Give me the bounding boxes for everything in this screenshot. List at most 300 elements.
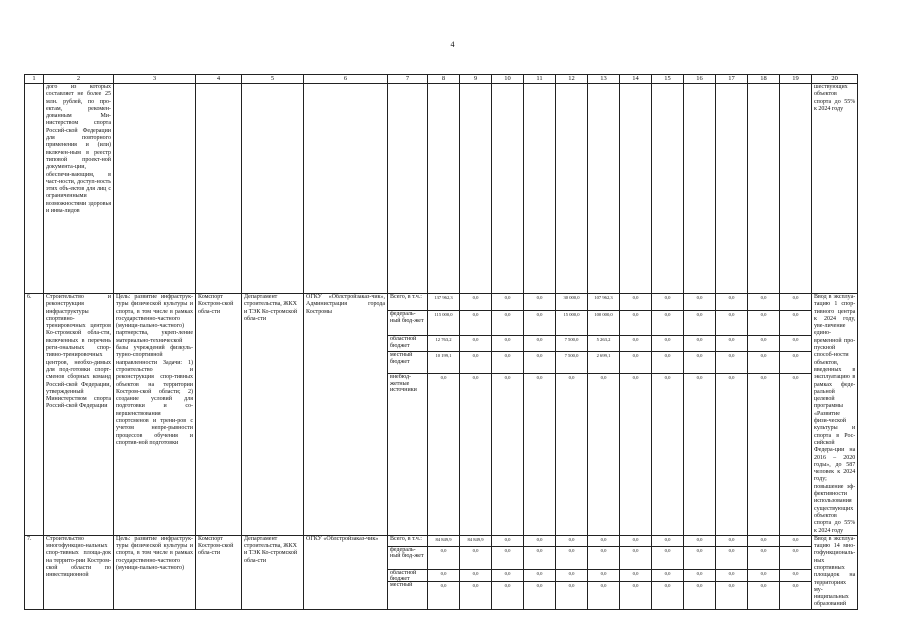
- funding-source-row: [388, 336, 427, 352]
- funding-value: 0,0: [792, 547, 799, 553]
- cell-num: 7.: [25, 535, 44, 609]
- funding-source-label: Всего, в т.ч.:: [390, 294, 422, 300]
- column-number-header: 11: [524, 75, 556, 84]
- cell-value-col18: [748, 535, 780, 609]
- funding-value-row: [652, 570, 683, 582]
- funding-value: 0,0: [696, 353, 703, 358]
- column-number-header: 19: [780, 75, 812, 84]
- funding-value-row: [780, 582, 811, 605]
- funding-value: 0,0: [600, 582, 607, 588]
- funding-value-row: [460, 311, 491, 336]
- funding-value-row: [428, 336, 459, 352]
- funding-value-row: [684, 336, 715, 352]
- funding-source-label: федераль-ный бюд-жет: [390, 311, 424, 324]
- cell-value-col17: [716, 294, 748, 536]
- funding-value-row: [780, 570, 811, 582]
- funding-value-row: [588, 352, 619, 374]
- funding-value: 30 000,0: [563, 295, 580, 300]
- funding-value: 0,0: [472, 337, 479, 342]
- funding-value-row: [492, 352, 523, 374]
- funding-value: 0,0: [632, 536, 639, 542]
- column-number-header: 3: [114, 75, 196, 84]
- funding-value: 0,0: [696, 375, 703, 380]
- cell-goal-tasks: Цель: развитие инфраструк-туры физической культуры и спорта, в том числе в рамках государственно-частного (муници-пально-частного) партнерства, укреп-ление материально-технической базы учреждений физкуль-турно-спортивной направленности Задачи: 1) строительство и реконструкция спор-тивных объектов на территории Костром-ской области; 2) создание условий для подготовки и со-вершенствования спортсменов и трени-ров с учетом непре-рывности процессов обучения и спортив-ной подготовки: [114, 294, 196, 536]
- funding-value-row: [428, 294, 459, 311]
- funding-value-row: [524, 294, 555, 311]
- funding-value: 2 699,1: [596, 353, 611, 358]
- funding-value-row: [652, 582, 683, 605]
- funding-value-row: [524, 311, 555, 336]
- funding-value: 0,0: [568, 375, 575, 380]
- cell-result: шествующих объектов спорта до 55% к 2024 году: [812, 84, 858, 294]
- funding-value: 0,0: [664, 547, 671, 553]
- funding-value: 0,0: [664, 353, 671, 358]
- funding-value-row: [460, 336, 491, 352]
- cell-event-name: Строительство и реконструкция инфраструктуры спортивно-тренировочных центров Ко-стромской обла-сти, включенных в перечень реги-ональных спор-тивно-тренировочных центров, необхо-димых для под-готовки спорт-сменов сборных команд Россий-ской Федерации, утвержденный Министерством спорта Россий-ской Федерации: [44, 294, 114, 536]
- funding-value-row: [780, 336, 811, 352]
- funding-source-row: [388, 570, 427, 582]
- funding-value-row: [652, 536, 683, 547]
- funding-value: 0,0: [792, 536, 799, 542]
- column-number-header: 18: [748, 75, 780, 84]
- funding-value: 0,0: [664, 312, 671, 317]
- funding-value-row: [524, 547, 555, 570]
- funding-value: 0,0: [536, 536, 543, 542]
- cell-value-col8: [428, 535, 460, 609]
- funding-value: 115 000,0: [434, 312, 453, 317]
- funding-value-row: [588, 570, 619, 582]
- funding-value-row: [524, 374, 555, 531]
- funding-source-row: [388, 294, 427, 311]
- funding-value-row: [684, 536, 715, 547]
- funding-value-row: [428, 570, 459, 582]
- funding-value: 10 199,1: [435, 353, 452, 358]
- column-number-header: 9: [460, 75, 492, 84]
- funding-value: 0,0: [568, 570, 575, 576]
- funding-value: 0,0: [696, 337, 703, 342]
- funding-value-row: [716, 570, 747, 582]
- funding-value-row: [428, 536, 459, 547]
- cell-value-col8: [428, 294, 460, 536]
- funding-value-row: [748, 547, 779, 570]
- cell-num: [25, 84, 44, 294]
- funding-value-row: [556, 536, 587, 547]
- funding-value: 0,0: [792, 295, 799, 300]
- cell-event-name: Строительство многофункцио-нальных спор-тивных площа-док на террито-рии Костром-ской области по инвестиционной: [44, 535, 114, 609]
- funding-source-label: Всего, в т.ч.:: [390, 535, 422, 542]
- funding-source-row: [388, 582, 427, 605]
- funding-value-row: [716, 336, 747, 352]
- funding-value: 0,0: [600, 547, 607, 553]
- funding-value: 0,0: [728, 312, 735, 317]
- funding-value: 0,0: [536, 547, 543, 553]
- funding-value-row: [556, 570, 587, 582]
- funding-value: 0,0: [568, 536, 575, 542]
- funding-source-row: [388, 547, 427, 570]
- funding-value-row: [780, 311, 811, 336]
- funding-value: 0,0: [632, 375, 639, 380]
- funding-value: 0,0: [696, 570, 703, 576]
- funding-value-row: [716, 536, 747, 547]
- cell-goal-tasks: Цель: развитие инфраструк-туры физической культуры и спорта, в том числе в рамках государственно-частного (муници-пально-частного): [114, 535, 196, 609]
- funding-value: 0,0: [664, 337, 671, 342]
- funding-value: 0,0: [728, 353, 735, 358]
- funding-value: 0,0: [728, 582, 735, 588]
- funding-value: 0,0: [664, 375, 671, 380]
- cell-coexecutor: Департамент строительства, ЖКХ и ТЭК Ко-стромской обла-сти: [242, 294, 304, 536]
- funding-value: 0,0: [536, 570, 543, 576]
- funding-value: 0,0: [664, 570, 671, 576]
- cell-value-col12: [556, 535, 588, 609]
- funding-value: 0,0: [632, 547, 639, 553]
- funding-value: 84 849,9: [435, 536, 452, 542]
- funding-source-label: внебюд-жетные источники: [390, 374, 417, 394]
- cell-participants: ОГКУ «Облстройзаказ-чик»: [304, 535, 388, 609]
- funding-value: 0,0: [600, 570, 607, 576]
- funding-value: 0,0: [440, 570, 447, 576]
- funding-value: 0,0: [568, 547, 575, 553]
- funding-value-row: [492, 536, 523, 547]
- funding-value: 0,0: [760, 353, 767, 358]
- funding-value: 0,0: [536, 582, 543, 588]
- funding-value-row: [780, 294, 811, 311]
- funding-value-row: [556, 311, 587, 336]
- funding-value-row: [524, 352, 555, 374]
- table-row-continuation: [25, 84, 858, 294]
- column-number-header: 5: [242, 75, 304, 84]
- funding-value: 0,0: [664, 582, 671, 588]
- funding-value: 5 263,2: [596, 337, 611, 342]
- cell-value-col10: [492, 294, 524, 536]
- funding-value-row: [748, 311, 779, 336]
- cell-value-col15: [652, 535, 684, 609]
- funding-value: 0,0: [696, 312, 703, 317]
- column-number-header: 6: [304, 75, 388, 84]
- funding-value-row: [652, 352, 683, 374]
- funding-value-row: [748, 536, 779, 547]
- funding-source-row: [388, 352, 427, 374]
- funding-value: 0,0: [504, 536, 511, 542]
- funding-value-row: [588, 374, 619, 531]
- funding-value: 0,0: [472, 547, 479, 553]
- funding-value: 0,0: [472, 353, 479, 358]
- cell-value-col11: [524, 535, 556, 609]
- column-number-header: 10: [492, 75, 524, 84]
- funding-value: 0,0: [536, 337, 543, 342]
- funding-value-row: [780, 374, 811, 531]
- funding-value: 0,0: [664, 295, 671, 300]
- cell-value-col9: [460, 535, 492, 609]
- funding-value: 0,0: [504, 353, 511, 358]
- funding-value-row: [748, 352, 779, 374]
- funding-value: 0,0: [536, 375, 543, 380]
- funding-value-row: [620, 570, 651, 582]
- funding-value-row: [460, 294, 491, 311]
- funding-value-row: [556, 352, 587, 374]
- funding-value-row: [460, 570, 491, 582]
- funding-value: 0,0: [696, 536, 703, 542]
- column-number-header: 12: [556, 75, 588, 84]
- funding-value-row: [620, 374, 651, 531]
- funding-value-row: [748, 374, 779, 531]
- funding-value: 7 500,0: [564, 337, 579, 342]
- funding-value: 0,0: [792, 582, 799, 588]
- funding-value: 0,0: [728, 570, 735, 576]
- funding-value-row: [620, 547, 651, 570]
- funding-value: 12 763,2: [435, 337, 452, 342]
- funding-value-row: [428, 374, 459, 531]
- cell-funding-sources: [388, 535, 428, 609]
- cell-responsible: Комспорт Костром-ской обла-сти: [196, 294, 242, 536]
- funding-value: 0,0: [792, 353, 799, 358]
- cell-num: 6.: [25, 294, 44, 536]
- funding-value: 0,0: [760, 312, 767, 317]
- funding-value: 0,0: [536, 353, 543, 358]
- funding-value: 0,0: [440, 582, 447, 588]
- cell-value-col11: [524, 294, 556, 536]
- funding-value-row: [620, 336, 651, 352]
- funding-value: 0,0: [696, 295, 703, 300]
- funding-value: 7 500,0: [564, 353, 579, 358]
- column-number-header: 4: [196, 75, 242, 84]
- cell-value-col14: [620, 294, 652, 536]
- funding-value-row: [524, 536, 555, 547]
- funding-value-row: [716, 352, 747, 374]
- funding-value-row: [428, 311, 459, 336]
- funding-value: 15 000,0: [563, 312, 580, 317]
- funding-value-row: [748, 294, 779, 311]
- funding-value: 0,0: [472, 582, 479, 588]
- funding-value: 137 962,3: [434, 295, 453, 300]
- funding-value: 0,0: [472, 375, 479, 380]
- funding-value: 0,0: [600, 375, 607, 380]
- funding-value: 0,0: [536, 295, 543, 300]
- funding-value-row: [684, 547, 715, 570]
- funding-value: 0,0: [632, 570, 639, 576]
- funding-value: 0,0: [632, 295, 639, 300]
- funding-value: 0,0: [760, 582, 767, 588]
- funding-source-row: [388, 536, 427, 547]
- funding-value: 0,0: [664, 536, 671, 542]
- funding-value-row: [684, 294, 715, 311]
- funding-value: 0,0: [760, 536, 767, 542]
- funding-value-row: [492, 570, 523, 582]
- table-row-7: [25, 535, 858, 609]
- funding-value: 84 849,9: [467, 536, 484, 542]
- funding-value-row: [748, 570, 779, 582]
- funding-value: 0,0: [728, 337, 735, 342]
- funding-value: 0,0: [632, 337, 639, 342]
- funding-source-label: местный бюджет: [390, 352, 413, 365]
- funding-value: 0,0: [472, 295, 479, 300]
- column-number-header: 16: [684, 75, 716, 84]
- program-table: [24, 74, 858, 610]
- funding-value-row: [428, 582, 459, 605]
- column-numbers-row: [25, 75, 858, 84]
- table-row-6: [25, 294, 858, 536]
- funding-value-row: [492, 374, 523, 531]
- funding-value-row: [460, 547, 491, 570]
- funding-value: 0,0: [504, 547, 511, 553]
- funding-value: 0,0: [440, 547, 447, 553]
- funding-source-row: [388, 374, 427, 531]
- column-number-header: 2: [44, 75, 114, 84]
- cell-value-col9: [460, 294, 492, 536]
- funding-value-row: [492, 294, 523, 311]
- cell-value-col18: [748, 294, 780, 536]
- funding-value: 0,0: [504, 295, 511, 300]
- funding-value-row: [588, 311, 619, 336]
- funding-value-row: [588, 294, 619, 311]
- column-number-header: 1: [25, 75, 44, 84]
- funding-value: 0,0: [728, 295, 735, 300]
- funding-value: 0,0: [760, 547, 767, 553]
- funding-value-row: [716, 374, 747, 531]
- funding-value-row: [556, 374, 587, 531]
- cell-value-col13: [588, 535, 620, 609]
- cell-funding-sources: [388, 294, 428, 536]
- funding-value-row: [780, 536, 811, 547]
- funding-value: 0,0: [696, 547, 703, 553]
- funding-value-row: [588, 582, 619, 605]
- funding-value: 0,0: [504, 375, 511, 380]
- funding-value-row: [524, 336, 555, 352]
- funding-value: 0,0: [792, 570, 799, 576]
- funding-value-row: [716, 294, 747, 311]
- column-number-header: 20: [812, 75, 858, 84]
- cell-value-col16: [684, 294, 716, 536]
- cell-value-col19: [780, 535, 812, 609]
- funding-source-label: федераль-ный бюд-жет: [390, 546, 424, 560]
- cell-value-col12: [556, 294, 588, 536]
- funding-value-row: [652, 311, 683, 336]
- funding-value: 0,0: [760, 375, 767, 380]
- funding-value: 0,0: [792, 312, 799, 317]
- cell-result: Ввод в эксплуа-тацию 14 мно-гофункциональ-ных спортивных площадок на территориях му-ниципальных образований: [812, 535, 858, 609]
- funding-value-row: [428, 547, 459, 570]
- funding-value-row: [620, 294, 651, 311]
- funding-value: 0,0: [632, 312, 639, 317]
- funding-value-row: [780, 547, 811, 570]
- cell-value-col14: [620, 535, 652, 609]
- funding-value: 0,0: [632, 582, 639, 588]
- funding-value: 0,0: [536, 312, 543, 317]
- funding-source-row: [388, 311, 427, 336]
- funding-value: 0,0: [792, 337, 799, 342]
- funding-value-row: [460, 374, 491, 531]
- column-number-header: 13: [588, 75, 620, 84]
- funding-value: 0,0: [504, 570, 511, 576]
- funding-value: 0,0: [504, 312, 511, 317]
- funding-value-row: [460, 582, 491, 605]
- funding-value-row: [684, 582, 715, 605]
- cell-value-col16: [684, 535, 716, 609]
- funding-value-row: [460, 536, 491, 547]
- cell-coexecutor: Департамент строительства, ЖКХ и ТЭК Ко-стромской обла-сти: [242, 535, 304, 609]
- funding-value: 100 000,0: [594, 312, 613, 317]
- funding-value-row: [652, 294, 683, 311]
- funding-value-row: [428, 352, 459, 374]
- funding-value: 0,0: [728, 547, 735, 553]
- funding-value-row: [620, 311, 651, 336]
- funding-value-row: [684, 352, 715, 374]
- funding-value-row: [620, 582, 651, 605]
- column-number-header: 8: [428, 75, 460, 84]
- funding-value-row: [492, 311, 523, 336]
- funding-value-row: [556, 336, 587, 352]
- funding-value: 0,0: [472, 312, 479, 317]
- funding-value: 0,0: [440, 375, 447, 380]
- funding-value: 0,0: [792, 375, 799, 380]
- funding-value: 0,0: [760, 337, 767, 342]
- funding-value-row: [524, 582, 555, 605]
- funding-value: 0,0: [760, 570, 767, 576]
- funding-value-row: [588, 547, 619, 570]
- funding-value-row: [620, 352, 651, 374]
- funding-value-row: [716, 311, 747, 336]
- column-number-header: 7: [388, 75, 428, 84]
- funding-value-row: [716, 582, 747, 605]
- funding-value-row: [492, 336, 523, 352]
- funding-value: 0,0: [760, 295, 767, 300]
- funding-value-row: [588, 336, 619, 352]
- funding-value-row: [492, 547, 523, 570]
- funding-value: 107 962,3: [594, 295, 613, 300]
- column-number-header: 17: [716, 75, 748, 84]
- funding-value-row: [652, 374, 683, 531]
- funding-value-row: [748, 336, 779, 352]
- funding-value: 0,0: [728, 375, 735, 380]
- funding-value-row: [684, 570, 715, 582]
- funding-value: 0,0: [504, 337, 511, 342]
- cell-value-col17: [716, 535, 748, 609]
- funding-value-row: [748, 582, 779, 605]
- funding-value-row: [780, 352, 811, 374]
- funding-value-row: [556, 294, 587, 311]
- cell-event-name: дого из которых составляет не более 25 млн. рублей, по про-ектам, рекомен-дованным Ми-нистерством спорта Россий-ской Федерации для повторного применения и (или) включен-ным в реестр типовой проект-ной документа-ции, обеспечи-вающим, в част-ности, доступ-ность этих объ-ектов для лиц с ограниченными возможностями здоровья и инва-лидов: [44, 84, 114, 294]
- cell-value-col13: [588, 294, 620, 536]
- funding-source-label: местный: [390, 581, 413, 588]
- funding-value-row: [620, 536, 651, 547]
- funding-value: 0,0: [600, 536, 607, 542]
- column-number-header: 14: [620, 75, 652, 84]
- funding-source-label: областной бюджет: [390, 336, 417, 349]
- funding-value-row: [684, 374, 715, 531]
- funding-value-row: [684, 311, 715, 336]
- funding-value: 0,0: [472, 570, 479, 576]
- cell-result: Ввод в эксплуа-тацию 1 спор-тивного центра к 2024 году, уве-личение едино-временной про-пускной способ-ности объектов, введенных в эксплуатацию в рамках феде-ральной целевой программы «Развитие физи-ческой культуры и спорта в Рос-сийской Федера-ции на 2016 – 2020 годы», до 587 человек к 2024 году; повышение эф-фективности использования существующих объектов спорта до 55% к 2024 году: [812, 294, 858, 536]
- funding-value: 0,0: [632, 353, 639, 358]
- funding-value-row: [588, 536, 619, 547]
- funding-value-row: [524, 570, 555, 582]
- funding-value-row: [652, 336, 683, 352]
- funding-value-row: [492, 582, 523, 605]
- funding-value-row: [556, 547, 587, 570]
- funding-value-row: [556, 582, 587, 605]
- cell-participants: ОГКУ «Облстройзаказ-чик», Администрация города Костромы: [304, 294, 388, 536]
- funding-value: 0,0: [568, 582, 575, 588]
- cell-value-col15: [652, 294, 684, 536]
- funding-value-row: [652, 547, 683, 570]
- page-number: 4: [450, 40, 455, 49]
- cell-responsible: Комспорт Костром-ской обла-сти: [196, 535, 242, 609]
- column-number-header: 15: [652, 75, 684, 84]
- funding-value-row: [716, 547, 747, 570]
- funding-value: 0,0: [728, 536, 735, 542]
- cell-value-col19: [780, 294, 812, 536]
- funding-value: 0,0: [504, 582, 511, 588]
- cell-value-col10: [492, 535, 524, 609]
